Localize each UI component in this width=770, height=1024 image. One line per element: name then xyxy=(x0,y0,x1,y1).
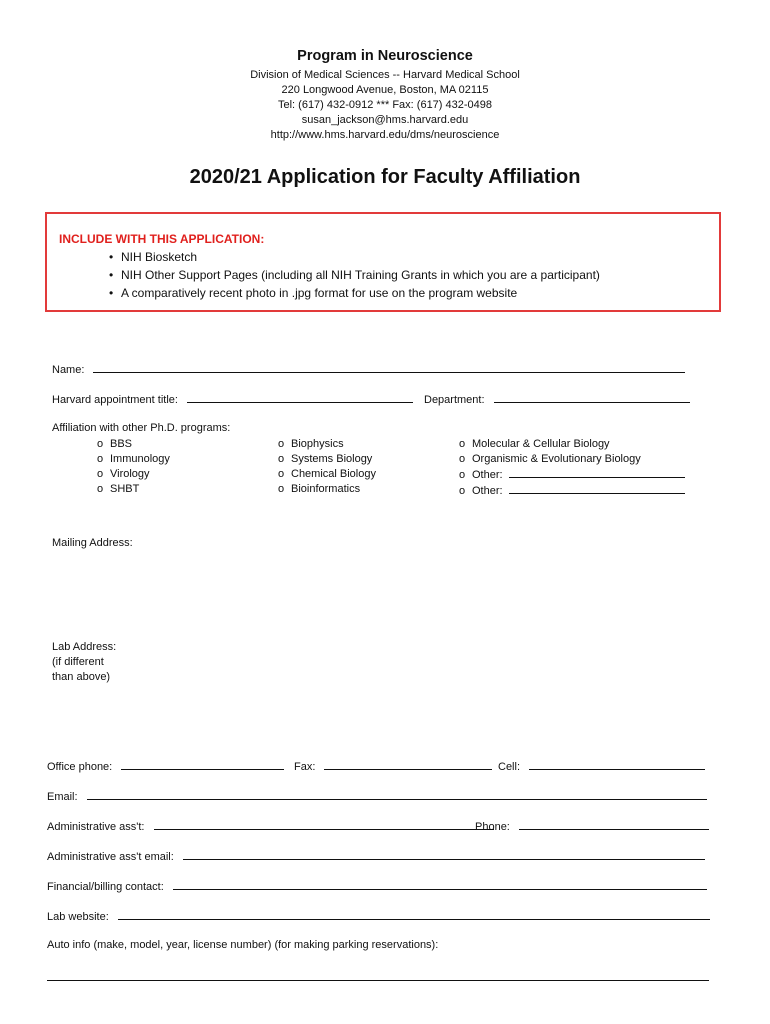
program-column-2 xyxy=(278,437,376,497)
program-url: http://www.hms.harvard.edu/dms/neuroscience xyxy=(270,129,500,141)
lab-address-label: Lab Address: xyxy=(52,641,117,653)
include-list xyxy=(109,248,600,302)
cell-field[interactable] xyxy=(529,759,705,770)
include-heading: INCLUDE WITH THIS APPLICATION: xyxy=(59,232,265,246)
program-option-other[interactable]: o Other: xyxy=(459,467,685,483)
program-title: Program in Neuroscience xyxy=(297,48,473,64)
department-label: Department: xyxy=(424,394,485,406)
lab-address-note: than above) xyxy=(52,671,111,683)
include-item: • A comparatively recent photo in .jpg format for use on the program website xyxy=(109,284,600,302)
admin-row xyxy=(47,819,494,833)
program-option[interactable]: o BBS xyxy=(97,438,133,450)
include-box xyxy=(45,212,721,312)
admin-label: Administrative ass't: xyxy=(47,821,145,833)
lab-address-note: (if different xyxy=(52,656,104,668)
billing-field[interactable] xyxy=(173,879,707,890)
include-item: • NIH Biosketch xyxy=(109,248,600,266)
office-phone-label: Office phone: xyxy=(47,761,113,773)
admin-email-label: Administrative ass't email: xyxy=(47,851,174,863)
admin-phone-field[interactable] xyxy=(519,819,709,830)
admin-phone-label: Phone: xyxy=(475,821,510,833)
program-option-other[interactable]: o Other: xyxy=(459,483,685,499)
program-option[interactable]: o Chemical Biology xyxy=(278,468,376,480)
contact-email: susan_jackson@hms.harvard.edu xyxy=(301,114,469,126)
lab-website-row xyxy=(47,909,710,923)
program-column-1 xyxy=(97,437,170,497)
email-label: Email: xyxy=(47,791,78,803)
program-option[interactable]: o Organismic & Evolutionary Biology xyxy=(459,453,641,465)
name-row xyxy=(52,362,685,376)
department-field[interactable] xyxy=(494,392,690,403)
program-option[interactable]: o Systems Biology xyxy=(278,453,373,465)
admin-email-field[interactable] xyxy=(183,849,705,860)
office-phone-field[interactable] xyxy=(121,759,284,770)
fax-row xyxy=(294,759,492,773)
name-field[interactable] xyxy=(93,362,685,373)
lab-website-field[interactable] xyxy=(118,909,710,920)
division-line: Division of Medical Sciences -- Harvard Medical School xyxy=(250,69,520,81)
admin-email-row xyxy=(47,849,705,863)
cell-label: Cell: xyxy=(498,761,521,773)
auto-info-field[interactable] xyxy=(47,970,709,981)
program-option[interactable]: o SHBT xyxy=(97,483,140,495)
admin-phone-row xyxy=(475,819,709,833)
billing-label: Financial/billing contact: xyxy=(47,881,164,893)
email-field[interactable] xyxy=(87,789,707,800)
auto-info-label: Auto info (make, model, year, license number) (for making parking reservations): xyxy=(47,939,439,951)
mailing-address-label: Mailing Address: xyxy=(52,537,133,549)
program-option[interactable]: o Molecular & Cellular Biology xyxy=(459,438,610,450)
include-item: • NIH Other Support Pages (including all NIH Training Grants in which you are a participant) xyxy=(109,266,600,284)
appointment-row xyxy=(52,392,413,406)
cell-row xyxy=(498,759,705,773)
fax-field[interactable] xyxy=(324,759,492,770)
admin-field[interactable] xyxy=(154,819,494,830)
address-line: 220 Longwood Avenue, Boston, MA 02115 xyxy=(281,84,489,96)
office-phone-row xyxy=(47,759,284,773)
department-row xyxy=(424,392,690,406)
fax-label: Fax: xyxy=(294,761,316,773)
phone-fax-line: Tel: (617) 432-0912 *** Fax: (617) 432-0498 xyxy=(277,99,493,111)
name-label: Name: xyxy=(52,364,85,376)
other-program-field[interactable] xyxy=(509,467,685,478)
lab-website-label: Lab website: xyxy=(47,911,109,923)
program-option[interactable]: o Biophysics xyxy=(278,438,344,450)
document-title: 2020/21 Application for Faculty Affiliation xyxy=(189,166,581,188)
program-option[interactable]: o Bioinformatics xyxy=(278,483,361,495)
billing-row xyxy=(47,879,707,893)
program-option[interactable]: o Virology xyxy=(97,468,150,480)
appointment-field[interactable] xyxy=(187,392,413,403)
program-option[interactable]: o Immunology xyxy=(97,453,170,465)
other-program-field[interactable] xyxy=(509,483,685,494)
auto-info-row xyxy=(47,970,709,984)
email-row xyxy=(47,789,707,803)
affiliation-label: Affiliation with other Ph.D. programs: xyxy=(52,422,231,434)
appointment-label: Harvard appointment title: xyxy=(52,394,178,406)
program-column-3 xyxy=(459,437,685,499)
